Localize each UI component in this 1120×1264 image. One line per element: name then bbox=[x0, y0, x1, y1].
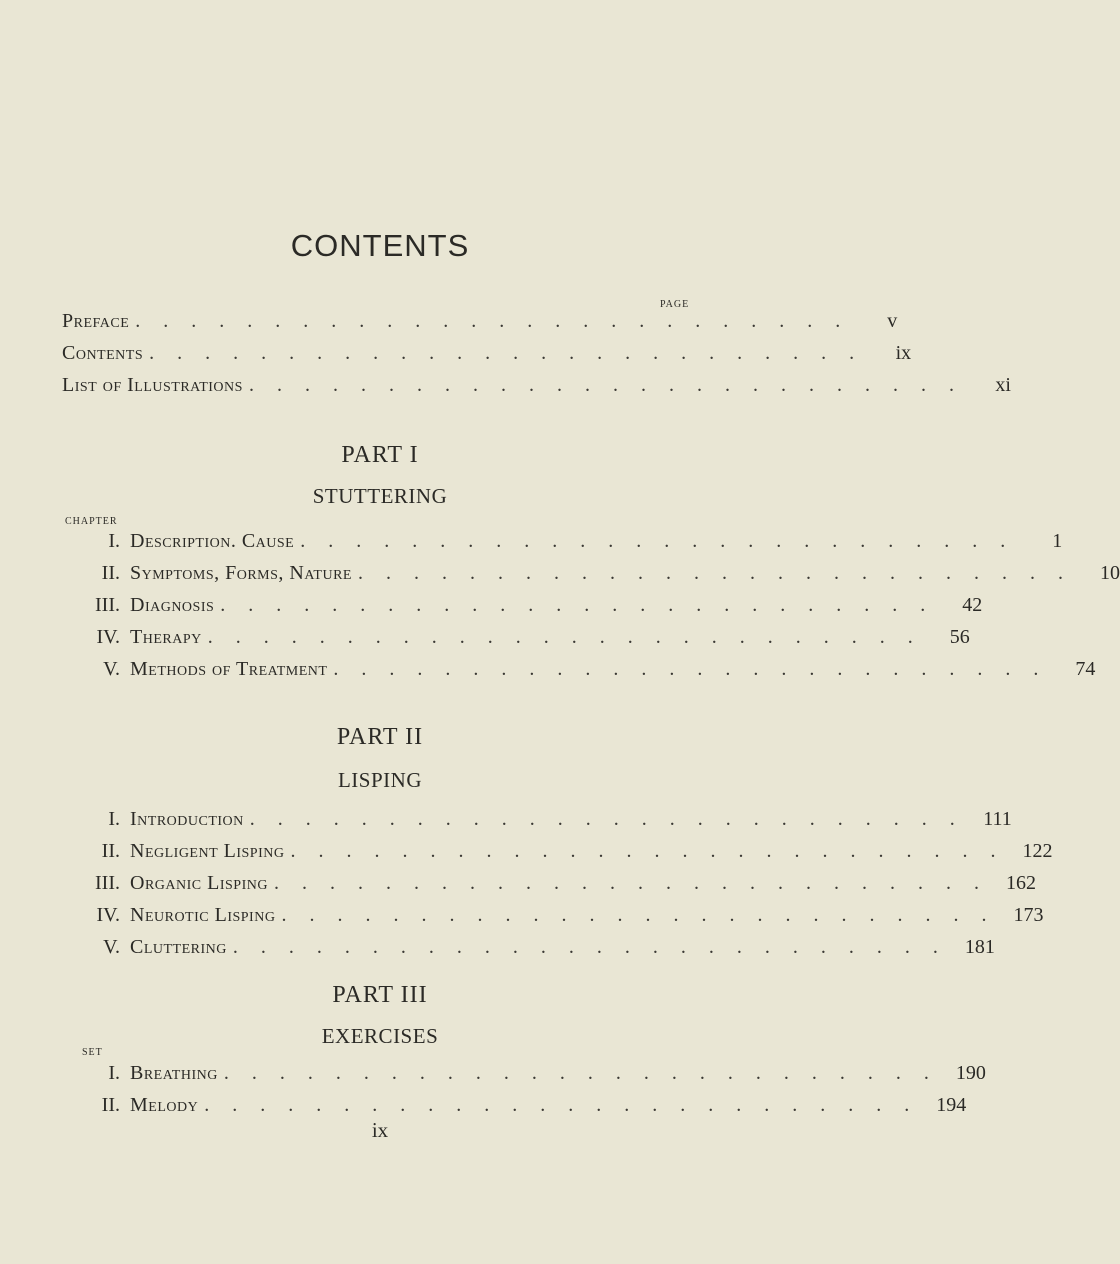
toc-entry-contents[interactable] bbox=[62, 342, 912, 372]
chapter-number: V. bbox=[103, 936, 120, 958]
toc-entry[interactable] bbox=[62, 904, 1044, 934]
entry-title: Neurotic Lisping bbox=[130, 904, 276, 926]
part-heading: PART I bbox=[341, 442, 419, 468]
entry-title: Symptoms, Forms, Nature bbox=[130, 562, 352, 584]
leader-dots: . . . . . . . . . . . . . . . . . . . . . . . . . . bbox=[273, 872, 988, 894]
toc-entry[interactable] bbox=[62, 626, 970, 656]
chapter-number: I. bbox=[108, 808, 120, 830]
entry-page: xi bbox=[995, 374, 1011, 396]
entry-title: Description. Cause bbox=[130, 530, 295, 552]
entry-page: 10 bbox=[1099, 562, 1120, 584]
chapter-number: III. bbox=[95, 594, 120, 616]
chapter-number: IV. bbox=[96, 626, 120, 648]
page-folio: ix bbox=[371, 1118, 389, 1142]
page-title: CONTENTS bbox=[290, 228, 470, 263]
entry-page: 1 bbox=[1052, 530, 1063, 552]
toc-entry[interactable] bbox=[62, 936, 995, 966]
entry-title: List of Illustrations bbox=[62, 374, 243, 396]
chapter-number: I. bbox=[108, 530, 120, 552]
toc-entry[interactable] bbox=[62, 530, 1063, 560]
part-subject: STUTTERING bbox=[312, 484, 448, 508]
leader-dots: . . . . . . . . . . . . . . . . . . . . . . . . . . bbox=[223, 1062, 938, 1084]
set-column-label: SET bbox=[82, 1047, 103, 1058]
part-subject: EXERCISES bbox=[321, 1024, 439, 1048]
chapter-column-label: CHAPTER bbox=[65, 516, 118, 527]
entry-page: 162 bbox=[1005, 872, 1036, 894]
toc-entry[interactable] bbox=[62, 840, 1053, 870]
entry-page: 74 bbox=[1075, 658, 1096, 680]
entry-page: 122 bbox=[1022, 840, 1053, 862]
entry-title: Contents bbox=[62, 342, 144, 364]
toc-entry-preface[interactable] bbox=[62, 310, 898, 340]
entry-page: 42 bbox=[962, 594, 983, 616]
entry-page: 173 bbox=[1013, 904, 1044, 926]
leader-dots: . . . . . . . . . . . . . . . . . . . . . . . . . . bbox=[249, 808, 964, 830]
entry-title: Melody bbox=[130, 1094, 199, 1116]
chapter-number: IV. bbox=[96, 904, 120, 926]
entry-title: Introduction bbox=[130, 808, 244, 830]
entry-page: 190 bbox=[955, 1062, 986, 1084]
toc-entry-list-of-illustrations[interactable] bbox=[62, 374, 1011, 404]
toc-entry[interactable] bbox=[62, 808, 1012, 838]
entry-page: 111 bbox=[983, 808, 1012, 830]
entry-page: 181 bbox=[964, 936, 995, 958]
leader-dots: . . . . . . . . . . . . . . . . . . . . . . . . . . bbox=[333, 658, 1048, 680]
leader-dots: . . . . . . . . . . . . . . . . . . . . . . . . . . bbox=[232, 936, 947, 958]
leader-dots: . . . . . . . . . . . . . . . . . . . . . . . . . . bbox=[300, 530, 1015, 552]
entry-title: Preface bbox=[62, 310, 130, 332]
page-column-label: PAGE bbox=[660, 299, 690, 310]
entry-page: ix bbox=[895, 342, 912, 364]
set-number: II. bbox=[101, 1094, 120, 1116]
entry-title: Therapy bbox=[130, 626, 202, 648]
leader-dots: . . . . . . . . . . . . . . . . . . . . . . . . . . bbox=[207, 626, 922, 648]
part-subject: LISPING bbox=[337, 768, 422, 792]
part-heading: PART III bbox=[332, 982, 428, 1008]
toc-entry[interactable] bbox=[62, 1062, 986, 1092]
toc-entry[interactable] bbox=[62, 872, 1036, 902]
chapter-number: V. bbox=[103, 658, 120, 680]
leader-dots: . . . . . . . . . . . . . . . . . . . . . . . . . . bbox=[220, 594, 935, 616]
entry-title: Negligent Lisping bbox=[130, 840, 285, 862]
leader-dots: . . . . . . . . . . . . . . . . . . . . . . . . . . bbox=[281, 904, 996, 926]
entry-page: 194 bbox=[936, 1094, 967, 1116]
chapter-number: II. bbox=[101, 562, 120, 584]
chapter-number: II. bbox=[101, 840, 120, 862]
entry-title: Cluttering bbox=[130, 936, 227, 958]
entry-title: Methods of Treatment bbox=[130, 658, 328, 680]
entry-title: Diagnosis bbox=[130, 594, 215, 616]
toc-entry[interactable] bbox=[62, 562, 1120, 592]
set-number: I. bbox=[108, 1062, 120, 1084]
part-heading: PART II bbox=[336, 724, 424, 750]
entry-page: v bbox=[887, 310, 898, 332]
chapter-number: III. bbox=[95, 872, 120, 894]
leader-dots: . . . . . . . . . . . . . . . . . . . . . . . . . . bbox=[290, 840, 1005, 862]
leader-dots: . . . . . . . . . . . . . . . . . . . . . . . . . . bbox=[248, 374, 963, 396]
leader-dots: . . . . . . . . . . . . . . . . . . . . . . . . . . bbox=[149, 342, 864, 364]
leader-dots: . . . . . . . . . . . . . . . . . . . . . . . . . . bbox=[357, 562, 1072, 584]
entry-title: Organic Lisping bbox=[130, 872, 268, 894]
entry-page: 56 bbox=[949, 626, 970, 648]
leader-dots: . . . . . . . . . . . . . . . . . . . . . . . . . . bbox=[204, 1094, 919, 1116]
toc-entry[interactable] bbox=[62, 594, 983, 624]
toc-entry[interactable] bbox=[62, 658, 1096, 688]
entry-title: Breathing bbox=[130, 1062, 218, 1084]
leader-dots: . . . . . . . . . . . . . . . . . . . . . . . . . . bbox=[135, 310, 850, 332]
